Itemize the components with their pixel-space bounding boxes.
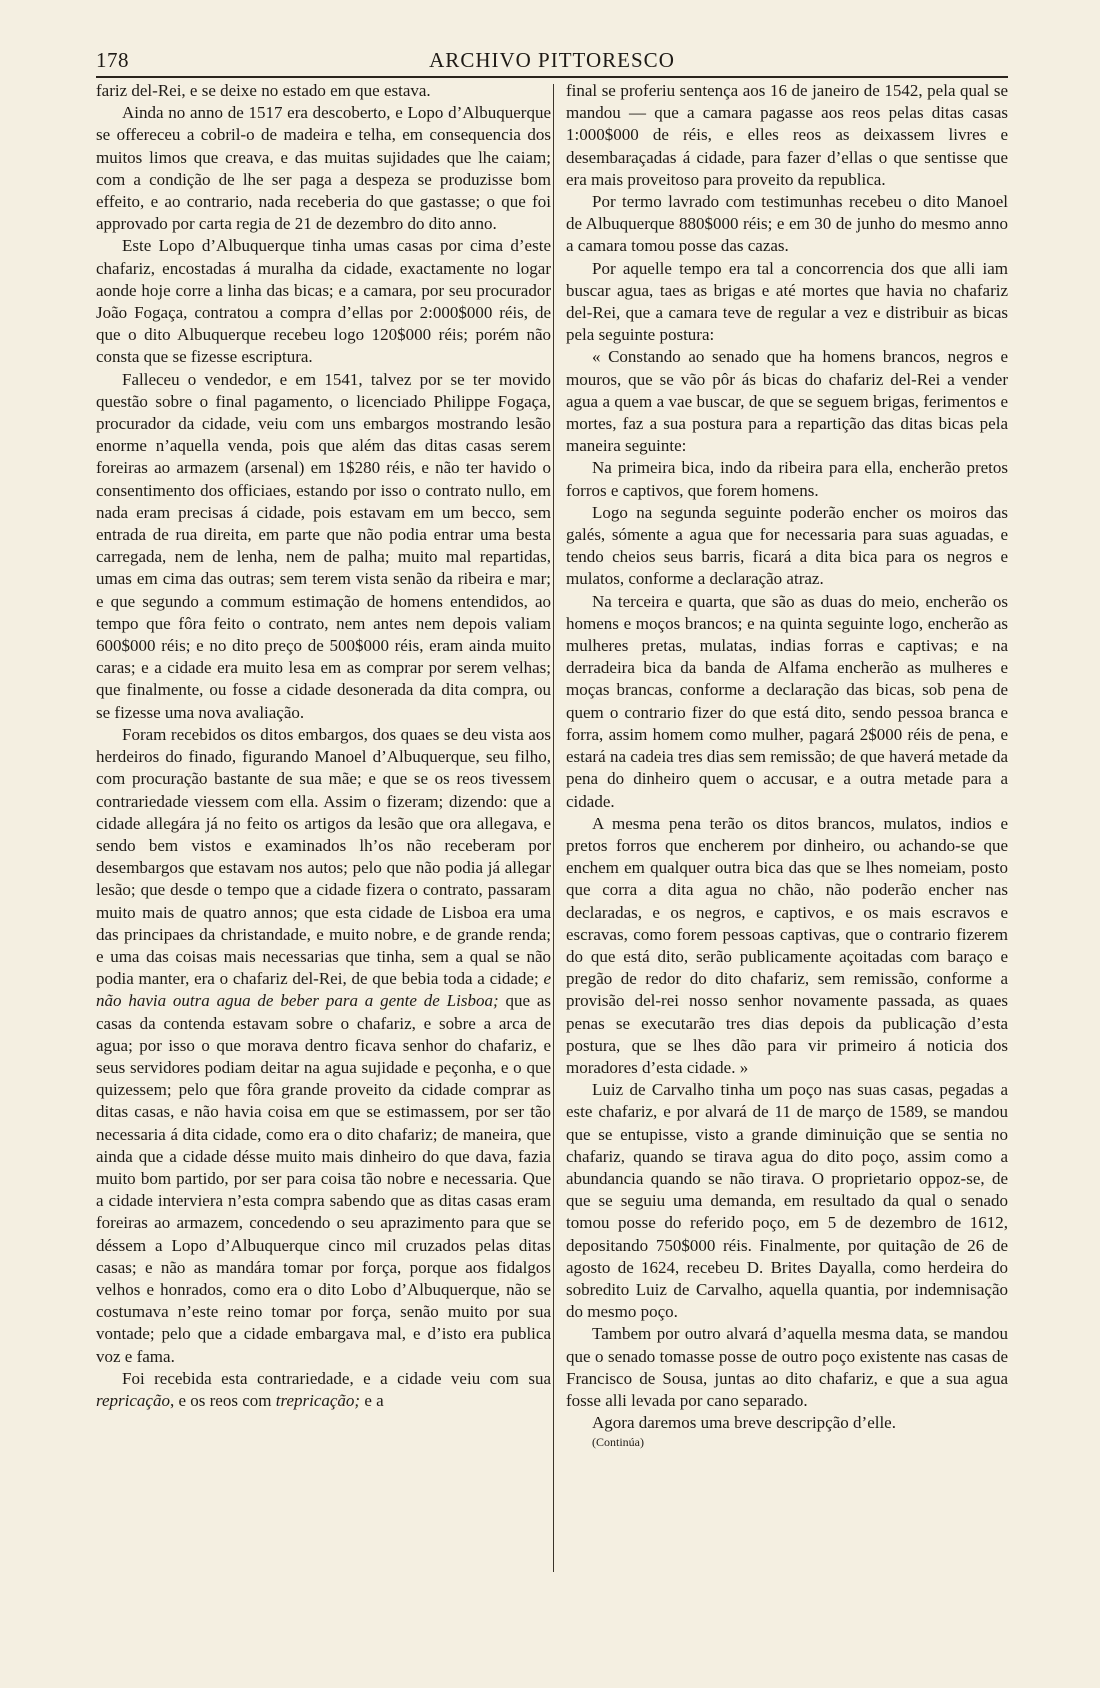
paragraph: « Constando ao senado que ha homens brancos, negros e mouros, que se vão pôr ás bicas do chafariz del-Rei a vender agua a quem a vae buscar, de que se seguem brigas, ferimentos e mortes, faz a sua postura para a repartição das ditas bicas pela maneira seguinte: [566,347,1008,456]
running-title: ARCHIVO PITTORESCO [429,48,675,72]
paragraph: A mesma pena terão os ditos brancos, mulatos, indios e pretos forros que encherem por dinheiro, ou achando-se que enchem em qualquer outra bica das que se lhes nomeiam, posto que corra a dita agua no chão, não poderão encher nas declaradas, e os negros, e captivos, e os mais escravos e escravas, como forem pessoas captivas, que o contrario fizerem do que está dito, serão publicamente açoitadas com baraço e pregão de redor do dito chafariz, sem remissão, conforme a provisão del-rei nosso senhor novamente passada, as quaes penas se executarão tres dias depois da publicação d’esta postura, que se lhes dão para vir primeiro á noticia dos moradores d’esta cidade. » [566,813,1008,1077]
paragraph: Luiz de Carvalho tinha um poço nas suas casas, pegadas a este chafariz, e por alvará de 11 de março de 1589, se mandou que se entupisse, visto a grande diminuição que se sentia no chafariz, quando se tirava agua do dito poço, assim como a abundancia quando se não tirava. O proprietario oppoz-se, de que se seguiu uma demanda, em resultado da qual o senado tomou posse do referido poço, em 5 de dezembro de 1612, depositando 750$000 réis. Finalmente, por quitação de 26 de agosto de 1624, recebeu D. Brites Dayalla, como herdeira do sobredito Luiz de Carvalho, aquella quantia, por indemnisação do mesmo poço. [566,1080,1008,1322]
italic-run: trepricação; [275,1390,361,1410]
left-column [96,80,551,1412]
paragraph: Ainda no anno de 1517 era descoberto, e Lopo d’Albuquerque se offereceu a cobril-o de madeira e telha, em consequencia dos muitos limos que creava, e das muitas sujidades que lhe caiam; com a condição de lhe ser paga a despeza se produzisse bom effeito, e ao contrario, nada receberia do que gastasse; o que foi approvado por carta regia de 21 de dezembro do dito anno. [96,103,551,234]
column-rule [553,84,554,1572]
paragraph: Por termo lavrado com testimunhas recebeu o dito Manoel de Albuquerque 880$000 réis; e em 30 de junho do mesmo anno a camara tomou posse das cazas. [566,192,1008,256]
paragraph [96,724,551,1368]
paragraph: Na primeira bica, indo da ribeira para ella, encherão pretos forros e captivos, que forem homens. [566,458,1008,500]
paragraph: Tambem por outro alvará d’aquella mesma data, se mandou que o senado tomasse posse de outro poço existente nas casas de Francisco de Sousa, juntas ao dito chafariz, e que a sua agua fosse alli levada por cano separado. [566,1324,1008,1410]
paragraph [96,1368,551,1412]
paragraph: Logo na segunda seguinte poderão encher os moiros das galés, sómente a agua que for necessaria para suas aguadas, e tendo cheios seus barris, ficará a dita bica para os negros e mulatos, conforme a declaração atraz. [566,502,1008,589]
text-run: e a [360,1390,384,1410]
page-header [96,44,1008,76]
text-run: Foi recebida esta contrariedade, e a cidade veiu com sua [122,1368,551,1388]
text-run: , e os reos com [169,1390,276,1410]
italic-run: e não havia outra agua de beber para a gente de Lisboa; [96,969,551,1011]
text-run: que as casas da contenda estavam sobre o chafariz, e sobre a arca de agua; por isso o que morava dentro ficava senhor do chafariz, e seus servidores podiam deitar na agua sujidade e peçonha, e o que quizessem; pelo que fôra grande proveito da cidade comprar as ditas casas, e não havia coisa em que se estimassem, por ser tão necessaria á dita cidade, como era o dito chafariz; de maneira, que ainda que a cidade désse muito mais dinheiro do que dava, fazia muito bom partido, por ser para coisa tão nobre e necessaria. Que a cidade interviera n’esta compra sabendo que as ditas casas eram foreiras ao armazem, concedendo o seu aprazimento para que se déssem a Lopo d’Albuquerque cinco mil cruzados pelas ditas casas; e não as mandára tomar por força, porque aos fidalgos velhos e honrados, como era o dito Lobo d’Albuquerque, não se costumava n’este reino tomar por força, senão muito por sua vontade; pelo que a cidade embargava mal, e d’isto era publica voz e fama. [96,991,551,1366]
page-number: 178 [96,48,129,72]
paragraph: Por aquelle tempo era tal a concorrencia dos que alli iam buscar agua, taes as brigas e até mortes que havia no chafariz del-Rei, que a camara teve de regular a vez e distribuir as bicas pela seguinte postura: [566,258,1008,345]
paragraph: Agora daremos uma breve descripção d’elle. [592,1413,896,1433]
text-run: Foram recebidos os ditos embargos, dos quaes se deu vista aos herdeiros do finado, figurando Manoel d’Albuquerque, seu filho, com procuração bastante de sua mãe; e que se os reos tivessem contrariedade viessem com ella. Assim o fizeram; dizendo: que a cidade allegára já no feito os artigos da lesão que ora allegava, e sendo bem vistos e examinados lh’os não receberam por desembargos que estavam nos autos; pelo que não podia já allegar lesão; que desde o tempo que a cidade fizera o contrato, passaram muito mais de quatro annos; que esta cidade de Lisboa era uma das principaes da christandade, e muito nobre, e de grande renda; e uma das coisas mais necessarias que tinha, sem a qual se não podia manter, era o chafariz del-Rei, de que bebia toda a cidade; [96,724,551,989]
paragraph: Falleceu o vendedor, e em 1541, talvez por se ter movido questão sobre o final pagamento, o licenciado Philippe Fogaça, procurador da cidade, veiu com uns embargos mostrando lesão enorme n’aquella venda, pois que além das ditas casas serem foreiras ao armazem (arsenal) em 1$280 réis, e não ter havido o consentimento dos officiaes, estando por isso o contrato nullo, em nada eram precisas á cidade, pois estavam em um becco, sem entrada de rua direita, em parte que não podia entrar uma besta carregada, nem de lenha, nem de palha; muito mal repartidas, umas em cima das outras; sem terem vista senão da ribeira e mar; e que segundo a commum estimação de homens entendidos, ao tempo que fôra feito o contrato, nem antes nem depois valiam 600$000 réis; e no dito preço de 500$000 réis, eram ainda muito caras; e a cidade era muito lesa em as comprar por serem velhas; que finalmente, ou fosse a cidade desonerada da dita compra, ou se fizesse uma nova avaliação. [96,369,551,722]
right-column [566,80,1008,1450]
header-rule [96,76,1008,78]
continued-note: (Continúa) [592,1435,644,1450]
paragraph: Este Lopo d’Albuquerque tinha umas casas por cima d’este chafariz, encostadas á muralha da cidade, exactamente no logar aonde hoje corre a linha das bicas; e a camara, por seu procurador João Fogaça, contratou a compra d’ellas por 2:000$000 réis, de que o dito Albuquerque recebeu logo 120$000 réis; porém não consta que se fizesse escriptura. [96,236,551,367]
paragraph: fariz del-Rei, e se deixe no estado em que estava. [96,81,431,100]
italic-run: repricação [96,1390,170,1410]
paragraph: Na terceira e quarta, que são as duas do meio, encherão os homens e moços brancos; e na quinta seguinte logo, encherão as mulheres pretas, mulatas, indias forras e captivas; e na derradeira bica da banda de Alfama encherão as mulheres e moças brancas, conforme a declaração das bicas, sob pena de quem o contrario fizer do que está dito, sendo pessoa branca e forra, assim homem como mulher, pagará 2$000 réis de pena, e estará na cadeia tres dias sem remissão; de que haverá metade da pena do dinheiro quem o accusar, e a outra metade para a cidade. [566,591,1008,811]
paragraph: final se proferiu sentença aos 16 de janeiro de 1542, pela qual se mandou — que a camara pagasse aos reos pelas ditas casas 1:000$000 de réis, e elles reos as deixassem livres e desembaraçadas á cidade, para fazer d’ellas o que sentisse que era mais proveitoso para proveito da republica. [566,81,1008,189]
